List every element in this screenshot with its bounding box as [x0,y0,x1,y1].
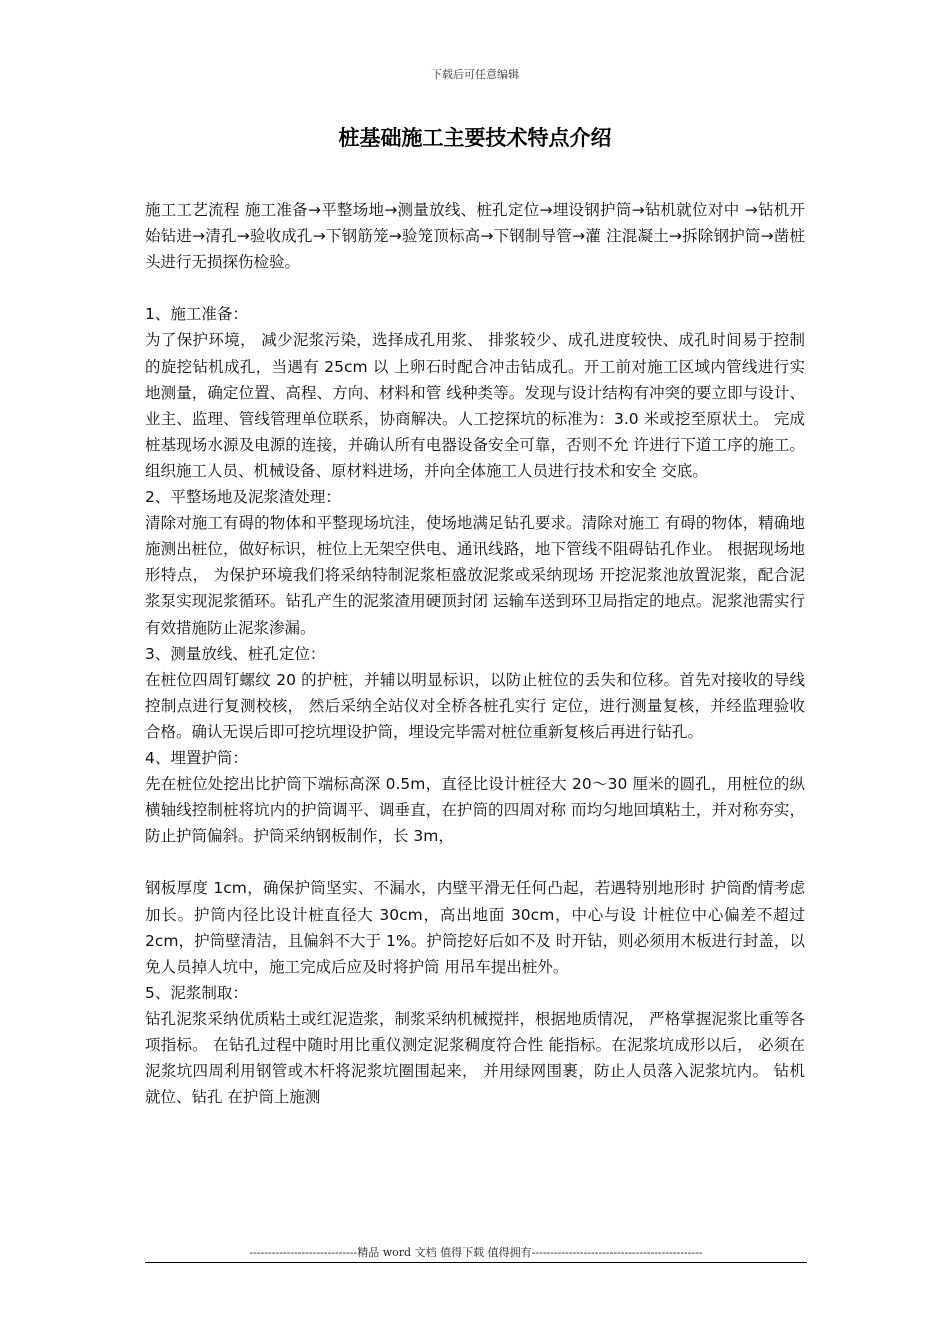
blank-line [145,849,805,875]
header-note: 下载后可任意编辑 [431,68,519,81]
footer-divider [145,1262,807,1263]
section-4-body-continued: 钢板厚度 1cm，确保护筒坚实、不漏水，内壁平滑无任何凸起，若遇特别地形时 护筒酌情考虑加长。护筒内径比设计桩直径大 30cm，高出地面 30cm，中心与设 计桩位中心偏差不超过 2cm，护筒壁清洁，且偏斜不大于 1%。护筒挖好后如不及 时开钻，则必须用木板进行封盖，以免人员掉人坑中，施工完成后应及时将护筒 用吊车提出桩外。 [145,879,805,976]
blank-line [145,275,805,301]
section-3-heading: 3、测量放线、桩孔定位： [145,644,326,663]
section-4-body: 先在桩位处挖出比护筒下端标高深 0.5m，直径比设计桩径大 20～30 厘米的圆孔，用桩位的纵横轴线控制桩将坑内的护筒调平、调垂直，在护筒的四周对称 而均匀地回填粘土，并对称夯实，防止护筒偏斜。护筒采纳钢板制作，长 3m， [145,775,805,846]
intro-paragraph: 施工工艺流程 施工准备→平整场地→测量放线、桩孔定位→埋设钢护筒→钻机就位对中 →钻机开始钻进→清孔→验收成孔→下钢筋笼→验笼顶标高→下钢制导管→灌 注混凝土→拆除钢护筒→凿桩头进行无损探伤检验。 [145,201,805,272]
document-body [145,197,805,1110]
document-title: 桩基础施工主要技术特点介绍 [338,125,612,150]
section-4-heading: 4、埋置护筒： [145,748,248,767]
section-3-body: 在桩位四周钉螺纹 20 的护桩，并辅以明显标识，以防止桩位的丢失和位移。首先对接收的导线控制点进行复测校核， 然后采纳全站仪对全桥各桩孔实行 定位，进行测量复核，并经监理验收合格。确认无误后即可挖坑埋设护筒，埋设完毕需对桩位重新复核后再进行钻孔。 [145,670,805,741]
section-5-heading: 5、泥浆制取： [145,983,248,1002]
section-5-body: 钻孔泥浆采纳优质粘土或红泥造浆，制浆采纳机械搅拌，根据地质情况， 严格掌握泥浆比重等各项指标。 在钻孔过程中随时用比重仪测定泥浆稠度符合性 能指标。在泥浆坑成形以后， 必须在泥浆坑四周利用钢管或木杆将泥浆坑圈围起来， 并用绿网围裹，防止人员落入泥浆坑内。 钻机就位、钻孔 在护筒上施测 [145,1009,805,1107]
section-1-body: 为了保护环境， 减少泥浆污染，选择成孔用浆、 排浆较少、成孔进度较快、成孔时间易于控制的旋挖钻机成孔，当遇有 25cm 以 上卵石时配合冲击钻成孔。开工前对施工区域内管线进行实地测量，确定位置、高程、方向、材料和管 线种类等。发现与设计结构有冲突的要立即与设计、业主、监理、管线管理单位联系，协商解决。人工挖探坑的标准为：3.0 米或挖至原状土。 完成桩基现场水源及电源的连接，并确认所有电器设备安全可靠，否则不允 许进行下道工序的施工。 组织施工人员、机械设备、原材料进场，并向全体施工人员进行技术和安全 交底。 [145,331,805,480]
footer-text: -----------------------------精品 word 文档 值得下载 值得拥有---------------------------------------------- [249,1246,703,1259]
section-1-heading: 1、施工准备： [145,305,248,324]
section-2-heading: 2、平整场地及泥浆渣处理： [145,488,341,507]
section-2-body: 清除对施工有碍的物体和平整现场坑洼，使场地满足钻孔要求。清除对施工 有碍的物体，精确地施测出桩位，做好标识，桩位上无架空供电、通讯线路，地下管线不阻碍钻孔作业。 根据现场地形特点， 为保护环境我们将采纳特制泥浆柜盛放泥浆或采纳现场 开挖泥浆池放置泥浆，配合泥浆泵实现泥浆循环。钻孔产生的泥浆渣用硬顶封闭 运输车送到环卫局指定的地点。泥浆池需实行有效措施防止泥浆渗漏。 [145,514,805,637]
